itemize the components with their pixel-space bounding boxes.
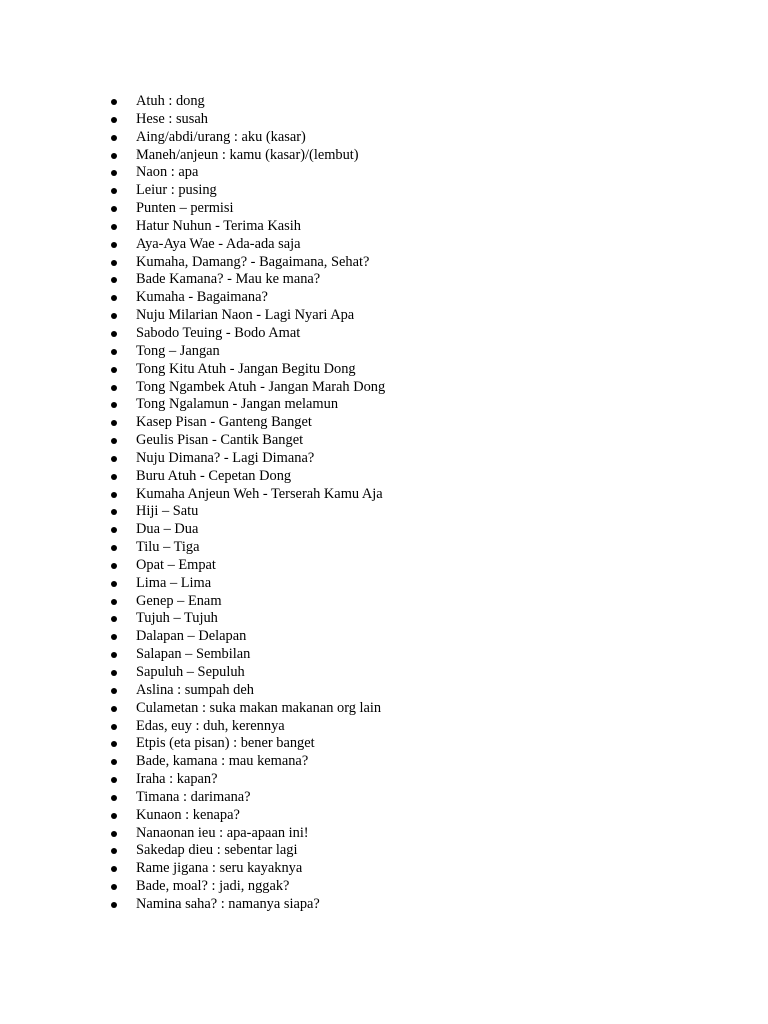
bullet-icon [111,634,117,640]
bullet-icon [111,902,117,908]
list-item-text: Aing/abdi/urang : aku (kasar) [136,128,306,145]
list-item [108,129,385,147]
list-item [108,807,385,825]
list-item [108,628,385,646]
list-item [108,218,385,236]
bullet-icon [111,170,117,176]
bullet-icon [111,438,117,444]
list-item [108,539,385,557]
list-item [108,486,385,504]
list-item-text: Hatur Nuhun - Terima Kasih [136,217,301,234]
bullet-icon [111,331,117,337]
bullet-icon [111,741,117,747]
list-item-text: Kunaon : kenapa? [136,806,240,823]
list-item [108,343,385,361]
bullet-icon [111,599,117,605]
bullet-icon [111,813,117,819]
list-item [108,432,385,450]
list-item [108,93,385,111]
list-item [108,646,385,664]
list-item [108,450,385,468]
list-item-text: Bade Kamana? - Mau ke mana? [136,271,321,288]
list-item-text: Aya-Aya Wae - Ada-ada saja [136,235,301,252]
list-item-text: Hese : susah [136,110,208,127]
bullet-icon [111,652,117,658]
bullet-icon [111,777,117,783]
list-item-text: Dalapan – Delapan [136,628,247,645]
list-item-text: Genep – Enam [136,592,222,609]
list-item [108,521,385,539]
list-item [108,825,385,843]
list-item-text: Kumaha Anjeun Weh - Terserah Kamu Aja [136,485,383,502]
list-item [108,361,385,379]
list-item-text: Namina saha? : namanya siapa? [136,895,320,912]
list-item-text: Culametan : suka makan makanan org lain [136,699,382,716]
bullet-icon [111,456,117,462]
list-item [108,753,385,771]
list-item-text: Nuju Dimana? - Lagi Dimana? [136,449,315,466]
list-item-text: Maneh/anjeun : kamu (kasar)/(lembut) [136,146,359,163]
list-item-text: Punten – permisi [136,200,234,217]
list-item [108,164,385,182]
list-item-text: Iraha : kapan? [136,771,218,788]
bullet-icon [111,349,117,355]
bullet-icon [111,509,117,515]
bullet-icon [111,706,117,712]
list-item [108,468,385,486]
list-item [108,396,385,414]
list-item-text: Salapan – Sembilan [136,646,251,663]
list-item [108,735,385,753]
list-item [108,236,385,254]
list-item-text: Nuju Milarian Naon - Lagi Nyari Apa [136,307,355,324]
bullet-icon [111,224,117,230]
list-item-text: Edas, euy : duh, kerennya [136,717,285,734]
bullet-icon [111,420,117,426]
bullet-icon [111,295,117,301]
bullet-icon [111,670,117,676]
list-item [108,414,385,432]
list-item-text: Etpis (eta pisan) : bener banget [136,735,315,752]
bullet-icon [111,492,117,498]
list-item [108,771,385,789]
bullet-icon [111,884,117,890]
list-item-text: Dua – Dua [136,521,199,538]
list-item [108,271,385,289]
bullet-icon [111,866,117,872]
list-item [108,147,385,165]
bullet-icon [111,831,117,837]
list-item-text: Bade, moal? : jadi, nggak? [136,878,290,895]
list-item-text: Timana : darimana? [136,788,251,805]
list-item-text: Tong Ngalamun - Jangan melamun [136,396,339,413]
list-item-text: Tong Ngambek Atuh - Jangan Marah Dong [136,378,386,395]
list-item [108,254,385,272]
bullet-icon [111,563,117,569]
list-item [108,842,385,860]
list-item-text: Nanaonan ieu : apa-apaan ini! [136,824,309,841]
list-item [108,557,385,575]
bullet-icon [111,402,117,408]
bullet-icon [111,260,117,266]
list-item-text: Buru Atuh - Cepetan Dong [136,467,292,484]
list-item-text: Sapuluh – Sepuluh [136,664,245,680]
list-item-text: Tilu – Tiga [136,539,200,556]
list-item [108,575,385,593]
bullet-icon [111,135,117,141]
bullet-icon [111,313,117,319]
list-item [108,718,385,736]
list-item [108,860,385,878]
list-item-text: Atuh : dong [136,93,205,109]
list-item-text: Leiur : pusing [136,182,217,199]
bullet-icon [111,527,117,533]
list-item-text: Bade, kamana : mau kemana? [136,753,309,770]
list-item-text: Kasep Pisan - Ganteng Banget [136,414,312,431]
list-item-text: Sabodo Teuing - Bodo Amat [136,324,301,341]
list-item [108,878,385,896]
list-item-text: Hiji – Satu [136,503,199,520]
list-item-text: Kumaha, Damang? - Bagaimana, Sehat? [136,253,370,270]
list-item [108,664,385,682]
bullet-icon [111,277,117,283]
list-item [108,610,385,628]
bullet-icon [111,581,117,587]
bullet-icon [111,759,117,765]
list-item [108,896,385,914]
bullet-icon [111,724,117,730]
list-item-text: Naon : apa [136,164,199,181]
list-item-text: Lima – Lima [136,574,212,591]
list-item-text: Geulis Pisan - Cantik Banget [136,432,304,449]
list-item [108,593,385,611]
bullet-icon [111,474,117,480]
list-item-text: Tong – Jangan [136,342,220,359]
bullet-icon [111,206,117,212]
list-item [108,789,385,807]
list-item [108,325,385,343]
bullet-icon [111,545,117,551]
list-item-text: Kumaha - Bagaimana? [136,289,268,306]
bullet-icon [111,188,117,194]
list-item [108,182,385,200]
list-item [108,379,385,397]
bullet-icon [111,153,117,159]
list-item [108,700,385,718]
bullet-icon [111,367,117,373]
bullet-icon [111,616,117,622]
bullet-icon [111,385,117,391]
bullet-icon [111,795,117,801]
list-item [108,307,385,325]
list-item [108,200,385,218]
list-item [108,682,385,700]
list-item-text: Sakedap dieu : sebentar lagi [136,842,298,859]
bullet-icon [111,99,117,105]
list-item [108,111,385,129]
list-item-text: Tujuh – Tujuh [136,610,218,627]
list-item-text: Opat – Empat [136,556,216,573]
list-item-text: Aslina : sumpah deh [136,681,254,698]
bullet-icon [111,117,117,123]
bullet-icon [111,688,117,694]
list-item [108,289,385,307]
list-item-text: Rame jigana : seru kayaknya [136,860,303,877]
list-item-text: Tong Kitu Atuh - Jangan Begitu Dong [136,360,356,377]
list-item [108,503,385,521]
vocabulary-list [108,93,385,914]
bullet-icon [111,848,117,854]
bullet-icon [111,242,117,248]
